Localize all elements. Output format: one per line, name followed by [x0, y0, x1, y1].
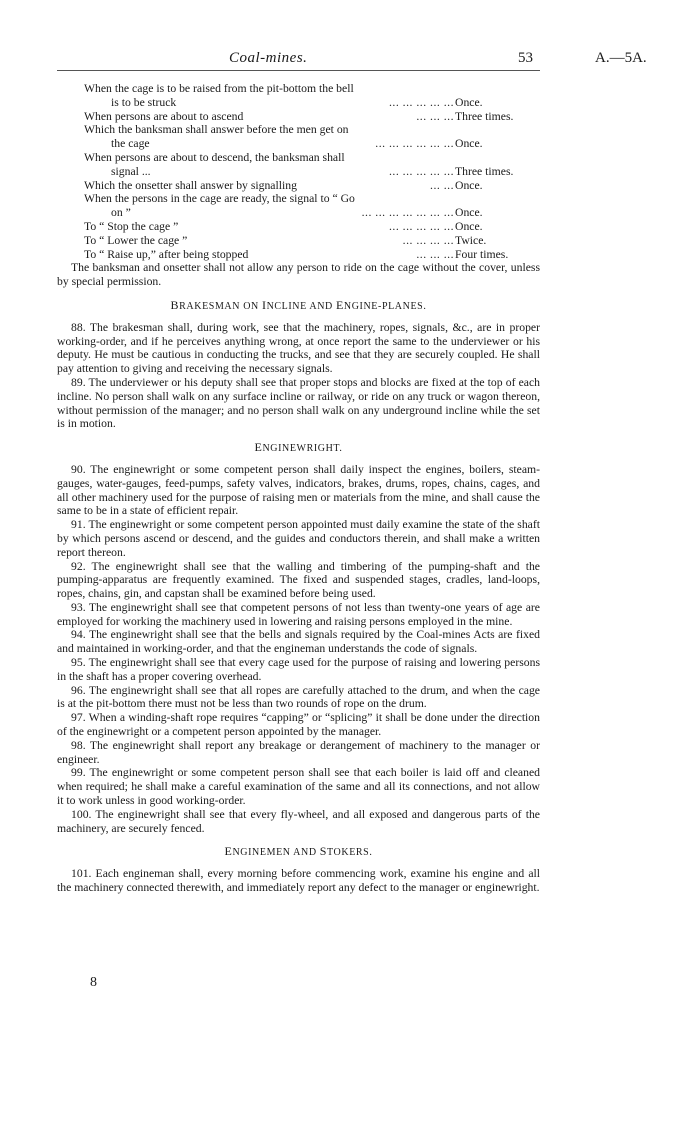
- paragraph-101: 101. Each engineman shall, every morning before commencing work, examine his engine and all the machinery connected therewith, and immediately report any defect to the manager or enginewright.: [57, 867, 540, 895]
- signal-row: [57, 165, 540, 179]
- paragraph-92: 92. The enginewright shall see that the walling and timbering of the pumping-shaft and the pumping-apparatus are frequently examined. The fixed and suspended stages, cradles, land-loops, ropes, chains, gin, and capstan shall be examined before being used.: [57, 559, 540, 601]
- signal-description: Which the onsetter shall answer by signalling: [84, 178, 297, 192]
- paragraph-88: 88. The brakesman shall, during work, see that the machinery, ropes, signals, &c., are in proper working-order, and if he perceives anything wrong, at once report the same to the underviewer or his deputy. He must be cautious in conducting the trucks, and see that they are securely coupled. He shall pay attention to giving and receiving the necessary signals.: [57, 320, 540, 376]
- signal-description: When the cage is to be raised from the pit-bottom the bell: [84, 82, 354, 95]
- signal-count: Twice.: [455, 233, 487, 247]
- signal-row: [57, 137, 540, 151]
- signal-description: When persons are about to descend, the banksman shall: [84, 150, 345, 164]
- page-number: 53: [518, 50, 533, 66]
- page-header: [0, 50, 700, 68]
- section-heading: BRAKESMAN ON INCLINE AND ENGINE-PLANES.: [170, 297, 427, 312]
- section-enginewright: [57, 441, 540, 835]
- signal-leader-dots: ... ... ... ... ...: [388, 95, 454, 109]
- signal-description: the cage: [111, 137, 150, 151]
- page-body: [57, 82, 540, 895]
- signal-leader-dots: ... ... ... ...: [402, 233, 454, 247]
- signal-description: Which the banksman shall answer before the men get on: [84, 123, 349, 137]
- signal-row: [57, 192, 540, 206]
- signal-table: [57, 82, 540, 261]
- header-rule: [57, 70, 540, 71]
- signal-count: Three times.: [455, 109, 514, 123]
- signal-leader-dots: ... ... ... ... ...: [388, 164, 454, 178]
- section-enginemen: [57, 845, 540, 894]
- signal-row: [57, 234, 540, 248]
- section-heading: ENGINEWRIGHT.: [254, 440, 343, 455]
- signal-row: [57, 206, 540, 220]
- paragraph-96: 96. The enginewright shall see that all ropes are carefully attached to the drum, and when the cage is at the pit-bottom there must not be less than two rounds of rope on the drum.: [57, 683, 540, 711]
- paragraph-99: 99. The enginewright or some competent person shall see that each boiler is laid off and cleaned when required; he shall make a careful examination of the same and all its connections, and not allow it to work unless in good working-order.: [57, 766, 540, 808]
- paragraph-89: 89. The underviewer or his deputy shall see that proper stops and blocks are fixed at the top of each incline. No person shall walk on any surface incline or railway, or ride on any truck or wagon thereon, without permission of the manager; and no person shall walk on any underground incline while the set is in motion.: [57, 375, 540, 431]
- signal-description: is to be struck: [111, 95, 177, 109]
- signal-description: on ”: [111, 206, 131, 220]
- paragraph-100: 100. The enginewright shall see that every fly-wheel, and all exposed and dangerous parts of the machinery, are securely fenced.: [57, 807, 540, 835]
- signal-description: When the persons in the cage are ready, the signal to “ Go: [84, 192, 355, 206]
- signal-count: Once.: [455, 137, 483, 151]
- paragraph-91: 91. The enginewright or some competent person appointed must daily examine the state of the shaft by which persons ascend or descend, and the guides and conductors therein, and shall make a written report thereon.: [57, 518, 540, 559]
- signal-count: Once.: [455, 178, 483, 192]
- signal-leader-dots: ... ...: [430, 178, 454, 192]
- signal-row: [57, 123, 540, 137]
- signal-leader-dots: ... ... ... ... ... ... ...: [361, 206, 454, 220]
- signal-leader-dots: ... ... ... ... ... ...: [375, 137, 454, 151]
- document-reference: A.—5A.: [595, 50, 647, 66]
- section-heading: ENGINEMEN AND STOKERS.: [224, 844, 373, 859]
- signal-count: Three times.: [455, 164, 514, 178]
- signal-description: To “ Lower the cage ”: [84, 233, 188, 247]
- signal-count: Once.: [455, 95, 483, 109]
- signal-row: [57, 179, 540, 193]
- paragraph-93: 93. The enginewright shall see that competent persons of not less than twenty-one years of age are employed for working the machinery used in lowering and raising persons employed in the mine.: [57, 600, 540, 628]
- signal-row: [57, 151, 540, 165]
- section-brakesman: [57, 299, 540, 431]
- signal-count: Four times.: [455, 247, 509, 261]
- signal-leader-dots: ... ... ...: [416, 247, 454, 261]
- paragraph-97: 97. When a winding-shaft rope requires “capping” or “splicing” it shall be done under the direction of the enginewright or a competent person appointed by the manager.: [57, 711, 540, 739]
- signal-count: Once.: [455, 219, 483, 233]
- paragraph-98: 98. The enginewright shall report any breakage or derangement of machinery to the manager or engineer.: [57, 738, 540, 766]
- signal-leader-dots: ... ... ... ... ...: [388, 219, 454, 233]
- paragraph-95: 95. The enginewright shall see that every cage used for the purpose of raising and lowering persons in the shaft has a proper covering overhead.: [57, 656, 540, 683]
- signal-description: When persons are about to ascend: [84, 109, 244, 123]
- signal-row: [57, 248, 540, 262]
- banksman-rule: The banksman and onsetter shall not allow any person to ride on the cage without the cover, unless by special permission.: [57, 261, 540, 289]
- signature-mark: 8: [90, 975, 97, 990]
- signal-row: [57, 220, 540, 234]
- signal-leader-dots: ... ... ...: [416, 109, 454, 123]
- signal-description: signal ...: [111, 164, 151, 178]
- signal-row: [57, 110, 540, 124]
- running-title: Coal-mines.: [229, 50, 308, 66]
- signal-description: To “ Raise up,” after being stopped: [84, 247, 249, 261]
- signal-row: [57, 82, 540, 96]
- signal-row: [57, 96, 540, 110]
- paragraph-90: 90. The enginewright or some competent person shall daily inspect the engines, boilers, steam-gauges, water-gauges, feed-pumps, safety valves, indicators, brakes, drums, ropes, chains, cages, and all other machinery used for the purpose of raising men or materials from the mine, and shall cause the same to be in a state of efficient repair.: [57, 462, 540, 518]
- signal-count: Once.: [455, 206, 483, 220]
- paragraph-94: 94. The enginewright shall see that the bells and signals required by the Coal-mines Acts are fixed and maintained in working-order, and that the engineman understands the code of signals.: [57, 628, 540, 656]
- signal-description: To “ Stop the cage ”: [84, 219, 179, 233]
